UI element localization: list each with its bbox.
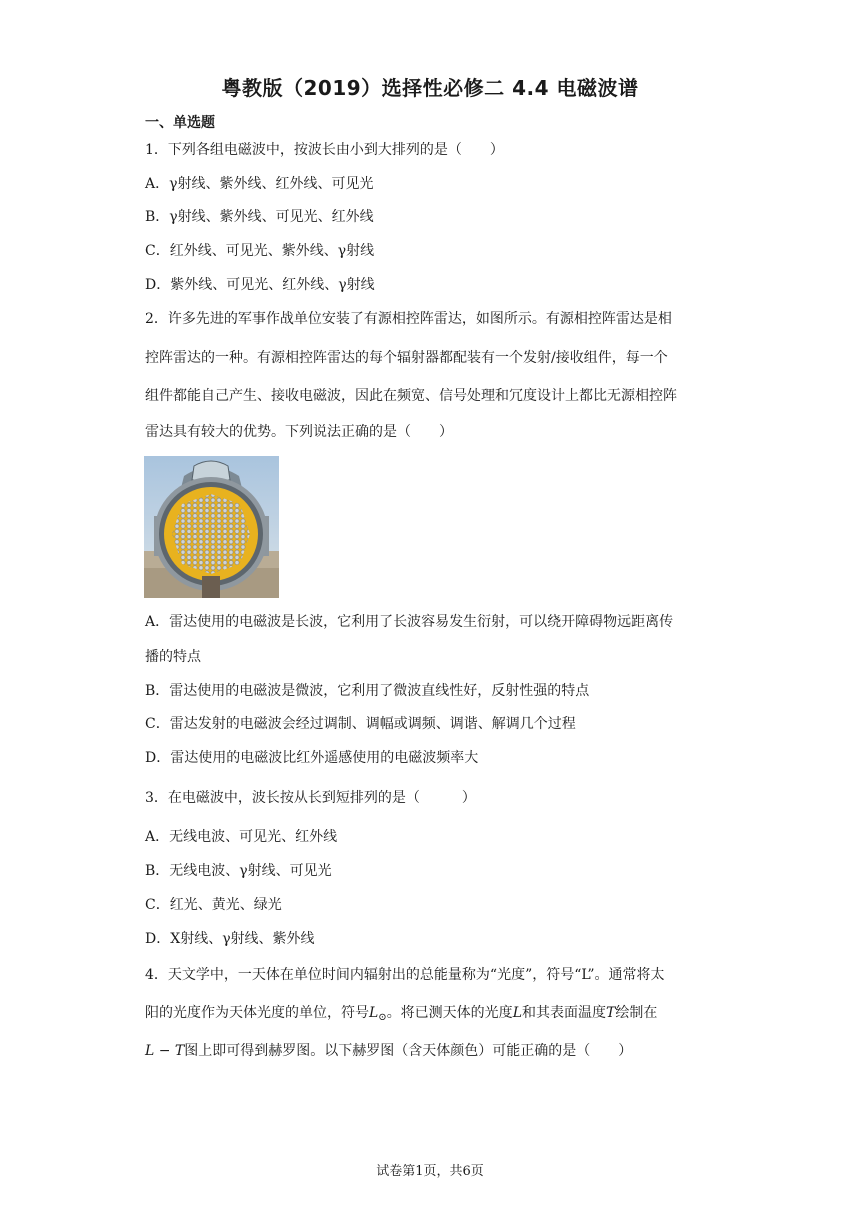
q4-text: 。将已测天体的光度 [386, 1005, 513, 1021]
question-3-stem: 3．在电磁波中，波长按从长到短排列的是（ ） [145, 790, 476, 806]
q4-symbol-t: T [605, 1005, 616, 1021]
question-1-option-c: C．红外线、可见光、紫外线、γ射线 [145, 243, 375, 259]
radar-photo [144, 456, 279, 598]
question-1-stem: 1．下列各组电磁波中，按波长由小到大排列的是（ ） [145, 142, 504, 158]
q4-text: 阳的光度作为天体光度的单位，符号 [145, 1005, 369, 1021]
question-3-option-b: B．无线电波、γ射线、可见光 [145, 863, 332, 879]
q4-text: 和其表面温度 [521, 1005, 606, 1021]
section-heading: 一、单选题 [145, 115, 215, 131]
question-4-stem-line-2 [145, 1003, 657, 1028]
question-2-option-c: C．雷达发射的电磁波会经过调制、调幅或调频、调谐、解调几个过程 [145, 716, 576, 732]
question-3-option-d: D．X射线、γ射线、紫外线 [145, 931, 315, 947]
question-2-option-d: D．雷达使用的电磁波比红外遥感使用的电磁波频率大 [145, 750, 479, 766]
question-2-stem-line: 组件都能自己产生、接收电磁波，因此在频宽、信号处理和冗度设计上都比无源相控阵 [145, 388, 677, 404]
page-title: 粤教版（2019）选择性必修二 4.4 电磁波谱 [221, 76, 639, 100]
question-2-stem-line: 控阵雷达的一种。有源相控阵雷达的每个辐射器都配装有一个发射/接收组件，每一个 [145, 350, 668, 366]
question-1-option-d: D．紫外线、可见光、红外线、γ射线 [145, 277, 375, 293]
q4-text: 图上即可得到赫罗图。以下赫罗图（含天体颜色）可能正确的是（ ） [184, 1043, 633, 1059]
q4-sun-subscript: ⊙ [378, 1012, 387, 1023]
question-1-option-b: B．γ射线、紫外线、可见光、红外线 [145, 209, 374, 225]
question-2-option-a: A．雷达使用的电磁波是长波，它利用了长波容易发生衍射，可以绕开障碍物远距离传 [145, 614, 674, 630]
question-2-option-a-continued: 播的特点 [145, 649, 201, 665]
question-1-option-a: A．γ射线、紫外线、红外线、可见光 [145, 176, 374, 192]
question-3-option-c: C．红光、黄光、绿光 [145, 897, 282, 913]
question-3-option-a: A．无线电波、可见光、红外线 [145, 829, 338, 845]
page-footer: 试卷第1页，共6页 [376, 1164, 484, 1179]
q4-lt-expression: L − T [145, 1043, 185, 1059]
question-2-stem-line: 雷达具有较大的优势。下列说法正确的是（ ） [145, 424, 453, 440]
q4-text: 绘制在 [615, 1005, 658, 1021]
q4-symbol-l: L [369, 1005, 379, 1021]
question-2-stem-line: 2．许多先进的军事作战单位安装了有源相控阵雷达，如图所示。有源相控阵雷达是相 [145, 311, 672, 327]
question-4-stem-line-3 [145, 1041, 632, 1061]
question-2-option-b: B．雷达使用的电磁波是微波，它利用了微波直线性好，反射性强的特点 [145, 683, 590, 699]
question-4-stem-line-1: 4．天文学中，一天体在单位时间内辐射出的总能量称为“光度”，符号“L”。通常将太 [145, 967, 665, 983]
q4-symbol-l: L [512, 1005, 522, 1021]
